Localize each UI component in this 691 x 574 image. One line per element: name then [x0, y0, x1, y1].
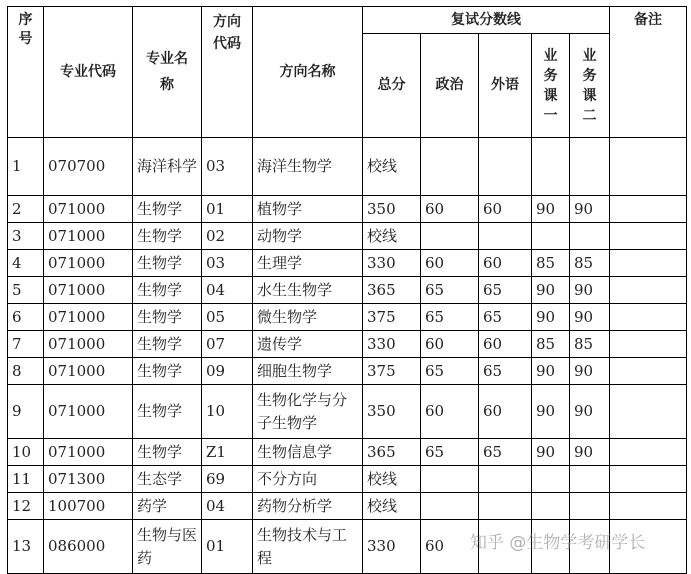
cell-seq: 4 [8, 250, 44, 277]
cell-total: 375 [363, 304, 421, 331]
cell-politics [421, 223, 479, 250]
cell-course2: 85 [570, 250, 610, 277]
cell-politics: 60 [421, 250, 479, 277]
cell-foreign [479, 493, 532, 520]
cell-remark [610, 331, 687, 358]
header-direction-name: 方向名称 [253, 7, 363, 138]
cell-total: 330 [363, 250, 421, 277]
cell-direction-code: 01 [202, 520, 253, 574]
header-course2: 业务课二 [570, 34, 610, 138]
cell-remark [610, 277, 687, 304]
header-direction-code: 方向代码 [202, 7, 253, 138]
table-row [8, 196, 687, 223]
cell-course2: 85 [570, 331, 610, 358]
cell-major-code: 071000 [44, 439, 133, 466]
table-row [8, 439, 687, 466]
cell-direction-name: 海洋生物学 [253, 138, 363, 196]
cell-direction-code: 69 [202, 466, 253, 493]
cell-major-name: 生物学 [133, 358, 202, 385]
cell-foreign [479, 223, 532, 250]
cell-foreign [479, 466, 532, 493]
cell-direction-name: 生物技术与工程 [253, 520, 363, 574]
cell-politics: 60 [421, 196, 479, 223]
cell-major-name: 生物学 [133, 331, 202, 358]
cell-major-code: 071000 [44, 196, 133, 223]
header-total: 总分 [363, 34, 421, 138]
cell-direction-code: 04 [202, 277, 253, 304]
cell-politics [421, 493, 479, 520]
cell-direction-code: 02 [202, 223, 253, 250]
cell-major-name: 生物学 [133, 304, 202, 331]
cell-course2 [570, 138, 610, 196]
cell-remark [610, 466, 687, 493]
cell-course1: 85 [532, 331, 570, 358]
cell-total: 校线 [363, 493, 421, 520]
cell-seq: 11 [8, 466, 44, 493]
cell-foreign: 65 [479, 304, 532, 331]
cell-seq: 1 [8, 138, 44, 196]
cell-seq: 12 [8, 493, 44, 520]
cell-total: 350 [363, 385, 421, 439]
cell-direction-code: 09 [202, 358, 253, 385]
cell-direction-name: 植物学 [253, 196, 363, 223]
cell-seq: 10 [8, 439, 44, 466]
cell-foreign [479, 138, 532, 196]
cell-direction-name: 微生物学 [253, 304, 363, 331]
cell-major-code: 071000 [44, 223, 133, 250]
cell-major-name: 生物学 [133, 250, 202, 277]
cell-seq: 2 [8, 196, 44, 223]
cell-total: 365 [363, 439, 421, 466]
cell-major-name: 生物学 [133, 223, 202, 250]
cell-foreign: 60 [479, 331, 532, 358]
cell-politics: 60 [421, 331, 479, 358]
watermark: 知乎 @生物学考研学长 [470, 533, 646, 553]
cell-course1: 90 [532, 439, 570, 466]
cell-major-name: 生态学 [133, 466, 202, 493]
header-major-code: 专业代码 [44, 7, 133, 138]
cell-major-code: 071000 [44, 304, 133, 331]
cell-seq: 3 [8, 223, 44, 250]
cell-direction-name: 生理学 [253, 250, 363, 277]
cell-direction-name: 动物学 [253, 223, 363, 250]
cell-major-code: 070700 [44, 138, 133, 196]
header-remark: 备注 [610, 7, 687, 138]
cell-foreign: 60 [479, 385, 532, 439]
cell-total: 330 [363, 520, 421, 574]
cell-seq: 9 [8, 385, 44, 439]
table-row [8, 277, 687, 304]
cell-total: 375 [363, 358, 421, 385]
cell-politics: 65 [421, 304, 479, 331]
cell-seq: 5 [8, 277, 44, 304]
cell-direction-code: 10 [202, 385, 253, 439]
cell-politics: 65 [421, 358, 479, 385]
cell-foreign: 60 [479, 250, 532, 277]
cell-total: 校线 [363, 138, 421, 196]
cell-total: 350 [363, 196, 421, 223]
cell-major-name: 生物学 [133, 439, 202, 466]
cell-major-code: 071000 [44, 331, 133, 358]
cell-course1: 85 [532, 250, 570, 277]
cell-remark [610, 223, 687, 250]
cell-course1: 90 [532, 385, 570, 439]
cell-course1: 90 [532, 358, 570, 385]
cell-major-code: 071000 [44, 385, 133, 439]
table-row [8, 331, 687, 358]
cell-politics: 65 [421, 277, 479, 304]
header-course1: 业务课一 [532, 34, 570, 138]
header-retest-score: 复试分数线 [363, 7, 610, 34]
cell-seq: 7 [8, 331, 44, 358]
cell-major-code: 100700 [44, 493, 133, 520]
cell-course2: 90 [570, 304, 610, 331]
table-row [8, 223, 687, 250]
cell-total: 330 [363, 331, 421, 358]
cell-major-code: 071000 [44, 277, 133, 304]
table-row [8, 385, 687, 439]
cell-direction-name: 药物分析学 [253, 493, 363, 520]
table-row [8, 466, 687, 493]
cell-seq: 6 [8, 304, 44, 331]
cell-course2: 90 [570, 385, 610, 439]
cell-seq: 13 [8, 520, 44, 574]
cell-remark [610, 304, 687, 331]
cell-course1 [532, 493, 570, 520]
cell-total: 校线 [363, 466, 421, 493]
cell-direction-code: 03 [202, 250, 253, 277]
cell-foreign: 60 [479, 196, 532, 223]
cell-direction-code: 01 [202, 196, 253, 223]
cell-politics: 65 [421, 439, 479, 466]
cell-politics [421, 138, 479, 196]
cell-direction-code: 07 [202, 331, 253, 358]
cell-direction-code: 05 [202, 304, 253, 331]
header-foreign: 外语 [479, 34, 532, 138]
cell-foreign: 65 [479, 439, 532, 466]
cell-direction-name: 不分方向 [253, 466, 363, 493]
cell-major-code: 086000 [44, 520, 133, 574]
cell-remark [610, 493, 687, 520]
cell-major-code: 071000 [44, 250, 133, 277]
header-seq: 序号 [8, 7, 44, 138]
cell-major-name: 生物学 [133, 385, 202, 439]
cell-major-name: 生物学 [133, 196, 202, 223]
cell-foreign: 65 [479, 358, 532, 385]
cell-direction-name: 遗传学 [253, 331, 363, 358]
cell-remark [610, 385, 687, 439]
table-row [8, 493, 687, 520]
cell-course2: 90 [570, 196, 610, 223]
header-major-name: 专业名称 [133, 7, 202, 138]
cell-remark [610, 250, 687, 277]
cell-course2: 90 [570, 277, 610, 304]
cell-politics: 60 [421, 520, 479, 574]
cell-course1: 90 [532, 277, 570, 304]
cell-course1 [532, 466, 570, 493]
table-row [8, 304, 687, 331]
cell-course1 [532, 138, 570, 196]
cell-major-name: 药学 [133, 493, 202, 520]
cell-major-name: 生物与医药 [133, 520, 202, 574]
cell-direction-code: 04 [202, 493, 253, 520]
cell-course2 [570, 493, 610, 520]
table-row [8, 138, 687, 196]
cell-major-name: 海洋科学 [133, 138, 202, 196]
cell-direction-name: 水生生物学 [253, 277, 363, 304]
cell-direction-code: 03 [202, 138, 253, 196]
header-row-1 [8, 7, 687, 34]
cell-course2: 90 [570, 358, 610, 385]
cell-major-code: 071000 [44, 358, 133, 385]
cell-direction-code: Z1 [202, 439, 253, 466]
cell-course2 [570, 223, 610, 250]
cell-direction-name: 生物信息学 [253, 439, 363, 466]
cell-course1: 90 [532, 304, 570, 331]
cell-course2: 90 [570, 439, 610, 466]
score-table [7, 6, 687, 574]
cell-politics: 60 [421, 385, 479, 439]
cell-remark [610, 439, 687, 466]
cell-total: 365 [363, 277, 421, 304]
cell-major-code: 071300 [44, 466, 133, 493]
cell-direction-name: 细胞生物学 [253, 358, 363, 385]
table-row [8, 250, 687, 277]
cell-politics [421, 466, 479, 493]
table-body [8, 138, 687, 574]
cell-direction-name: 生物化学与分子生物学 [253, 385, 363, 439]
cell-total: 校线 [363, 223, 421, 250]
cell-course1: 90 [532, 196, 570, 223]
cell-major-name: 生物学 [133, 277, 202, 304]
table-row [8, 358, 687, 385]
cell-remark [610, 358, 687, 385]
cell-foreign: 65 [479, 277, 532, 304]
cell-course1 [532, 223, 570, 250]
cell-course2 [570, 466, 610, 493]
cell-remark [610, 196, 687, 223]
header-politics: 政治 [421, 34, 479, 138]
cell-remark [610, 138, 687, 196]
cell-seq: 8 [8, 358, 44, 385]
